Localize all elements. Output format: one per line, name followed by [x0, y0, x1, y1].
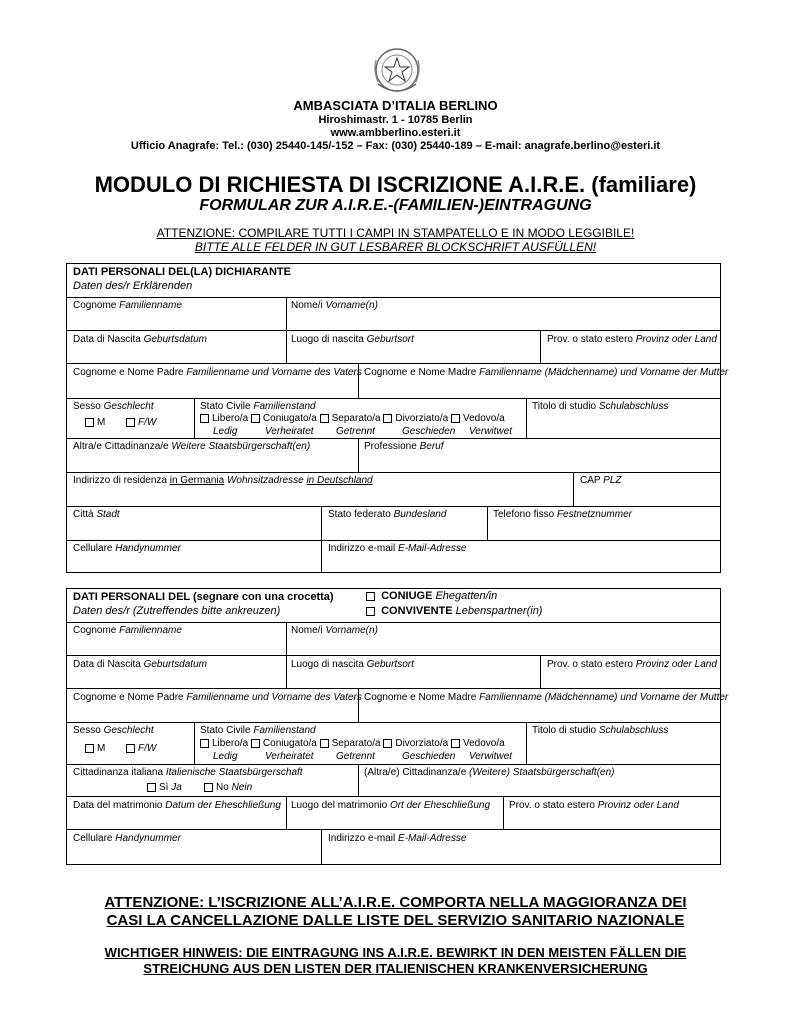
mother-name-field[interactable]: Cognome e Nome Madre Familienname (Mädchenname) und Vorname der Mutter	[364, 367, 729, 378]
spouse-checkbox[interactable]: CONIUGE Ehegatten/in	[366, 590, 497, 602]
birth-date-field[interactable]: Data di Nascita Geburtsdatum	[73, 334, 207, 345]
marriage-place-field[interactable]: Luogo del matrimonio Ort der Eheschließung	[291, 800, 491, 811]
civil-de-verheiratet: Verheiratet	[265, 426, 314, 437]
s2-birth-province-field[interactable]: Prov. o stato estero Provinz oder Land	[547, 659, 717, 670]
civil-status-label: Stato Civile Familienstand	[200, 401, 316, 412]
marriage-date-field[interactable]: Data del matrimonio Datum der Eheschließung	[73, 800, 281, 811]
civil-de-getrennt: Getrennt	[336, 426, 375, 437]
profession-field[interactable]: Professione Beruf	[364, 441, 444, 452]
father-name-field[interactable]: Cognome e Nome Padre Familienname und Vorname des Vaters	[73, 367, 362, 378]
civil-de-geschieden: Geschieden	[402, 426, 456, 437]
mobile-field[interactable]: Cellulare Handynummer	[73, 543, 181, 554]
partner-checkbox[interactable]: CONVIVENTE Lebenspartner(in)	[366, 605, 542, 617]
s2-father-name-field[interactable]: Cognome e Nome Padre Familienname und Vorname des Vaters	[73, 692, 362, 703]
residence-address-field[interactable]: Indirizzo di residenza in Germania Wohnsitzadresse in Deutschland	[73, 475, 373, 486]
section2-title: DATI PERSONALI DEL (segnare con una crocetta)	[73, 591, 334, 603]
italian-citizenship-label: Cittadinanza italiana Italienische Staatsbürgerschaft	[73, 767, 303, 778]
email-field[interactable]: Indirizzo e-mail E-Mail-Adresse	[328, 543, 467, 554]
citizenship-yes-checkbox[interactable]: Sì Ja	[147, 782, 182, 793]
s2-birth-date-field[interactable]: Data di Nascita Geburtsdatum	[73, 659, 207, 670]
warning-german-line2: STREICHUNG AUS DEN LISTEN DER ITALIENISCHEN KRANKENVERSICHERUNG	[143, 961, 648, 976]
section2-subtitle: Daten des/r (Zutreffendes bitte ankreuzen)	[73, 605, 281, 617]
s2-sex-f-checkbox[interactable]: F/W	[126, 743, 156, 754]
warning-italian-line1: ATTENZIONE: L’ISCRIZIONE ALL’A.I.R.E. COMPORTA NELLA MAGGIORANZA DEI	[104, 894, 687, 911]
s2-civil-de-verheiratet: Verheiratet	[265, 751, 314, 762]
form-title: MODULO DI RICHIESTA DI ISCRIZIONE A.I.R.E. (familiare)	[94, 172, 697, 197]
notice-german: BITTE ALLE FELDER IN GUT LESBARER BLOCKSCHRIFT AUSFÜLLEN!	[194, 240, 597, 254]
citizenship-no-checkbox[interactable]: No Nein	[204, 782, 252, 793]
s2-study-title-field[interactable]: Titolo di studio Schulabschluss	[532, 725, 669, 736]
embassy-address: Hiroshimastr. 1 - 10785 Berlin	[318, 114, 473, 126]
warning-italian-line2: CASI LA CANCELLAZIONE DALLE LISTE DEL SERVIZIO SANITARIO NAZIONALE	[106, 912, 685, 929]
s2-civil-status-label: Stato Civile Familienstand	[200, 725, 316, 736]
sex-m-checkbox[interactable]: M	[85, 417, 105, 428]
s2-sex-label: Sesso Geschlecht	[73, 725, 154, 736]
civil-status-options[interactable]: Libero/a Coniugato/a Separato/a Divorziato/a Vedovo/a	[200, 413, 505, 424]
s2-birth-place-field[interactable]: Luogo di nascita Geburtsort	[291, 659, 414, 670]
marriage-province-field[interactable]: Prov. o stato estero Provinz oder Land	[509, 800, 679, 811]
s2-civil-de-getrennt: Getrennt	[336, 751, 375, 762]
form-subtitle: FORMULAR ZUR A.I.R.E.-(FAMILIEN-)EINTRAGUNG	[199, 197, 592, 214]
postal-code-field[interactable]: CAP PLZ	[580, 475, 622, 486]
landline-field[interactable]: Telefono fisso Festnetznummer	[493, 509, 632, 520]
civil-de-verwitwet: Verwitwet	[469, 426, 512, 437]
s2-mobile-field[interactable]: Cellulare Handynummer	[73, 833, 181, 844]
section1-title: DATI PERSONALI DEL(LA) DICHIARANTE	[73, 266, 291, 278]
other-citizenship-field[interactable]: Altra/e Cittadinanza/e Weitere Staatsbürgerschaft(en)	[73, 441, 311, 452]
s2-civil-de-geschieden: Geschieden	[402, 751, 456, 762]
s2-sex-m-checkbox[interactable]: M	[85, 743, 105, 754]
section1-subtitle: Daten des/r Erklärenden	[73, 280, 193, 292]
sex-label: Sesso Geschlecht	[73, 401, 154, 412]
s2-other-citizenship-field[interactable]: (Altra/e) Cittadinanza/e (Weitere) Staatsbürgerschaft(en)	[364, 767, 615, 778]
s2-email-field[interactable]: Indirizzo e-mail E-Mail-Adresse	[328, 833, 467, 844]
s2-civil-de-ledig: Ledig	[213, 751, 238, 762]
warning-german-line1: WICHTIGER HINWEIS: DIE EINTRAGUNG INS A.I.R.E. BEWIRKT IN DEN MEISTEN FÄLLEN DIE	[104, 945, 687, 960]
s2-surname-field[interactable]: Cognome Familienname	[73, 625, 182, 636]
birth-province-field[interactable]: Prov. o stato estero Provinz oder Land	[547, 334, 717, 345]
embassy-website: www.ambberlino.esteri.it	[330, 127, 461, 139]
notice-italian: ATTENZIONE: COMPILARE TUTTI I CAMPI IN STAMPATELLO E IN MODO LEGGIBILE!	[156, 226, 635, 240]
embassy-name: AMBASCIATA D’ITALIA BERLINO	[293, 98, 498, 113]
sex-f-checkbox[interactable]: F/W	[126, 417, 156, 428]
s2-name-field[interactable]: Nome/i Vorname(n)	[291, 625, 378, 636]
city-field[interactable]: Città Stadt	[73, 509, 120, 520]
study-title-field[interactable]: Titolo di studio Schulabschluss	[532, 401, 669, 412]
registry-office-contact: Ufficio Anagrafe: Tel.: (030) 25440-145/-152 – Fax: (030) 25440-189 – E-mail: anagrafe.berlino@esteri.it	[130, 140, 661, 152]
surname-field[interactable]: Cognome Familienname	[73, 300, 182, 311]
s2-civil-status-options[interactable]: Libero/a Coniugato/a Separato/a Divorziato/a Vedovo/a	[200, 738, 505, 749]
italian-emblem-icon	[370, 44, 424, 96]
s2-mother-name-field[interactable]: Cognome e Nome Madre Familienname (Mädchenname) und Vorname der Mutter	[364, 692, 729, 703]
federal-state-field[interactable]: Stato federato Bundesland	[328, 509, 447, 520]
birth-place-field[interactable]: Luogo di nascita Geburtsort	[291, 334, 414, 345]
name-field[interactable]: Nome/i Vorname(n)	[291, 300, 378, 311]
s2-civil-de-verwitwet: Verwitwet	[469, 751, 512, 762]
civil-de-ledig: Ledig	[213, 426, 238, 437]
